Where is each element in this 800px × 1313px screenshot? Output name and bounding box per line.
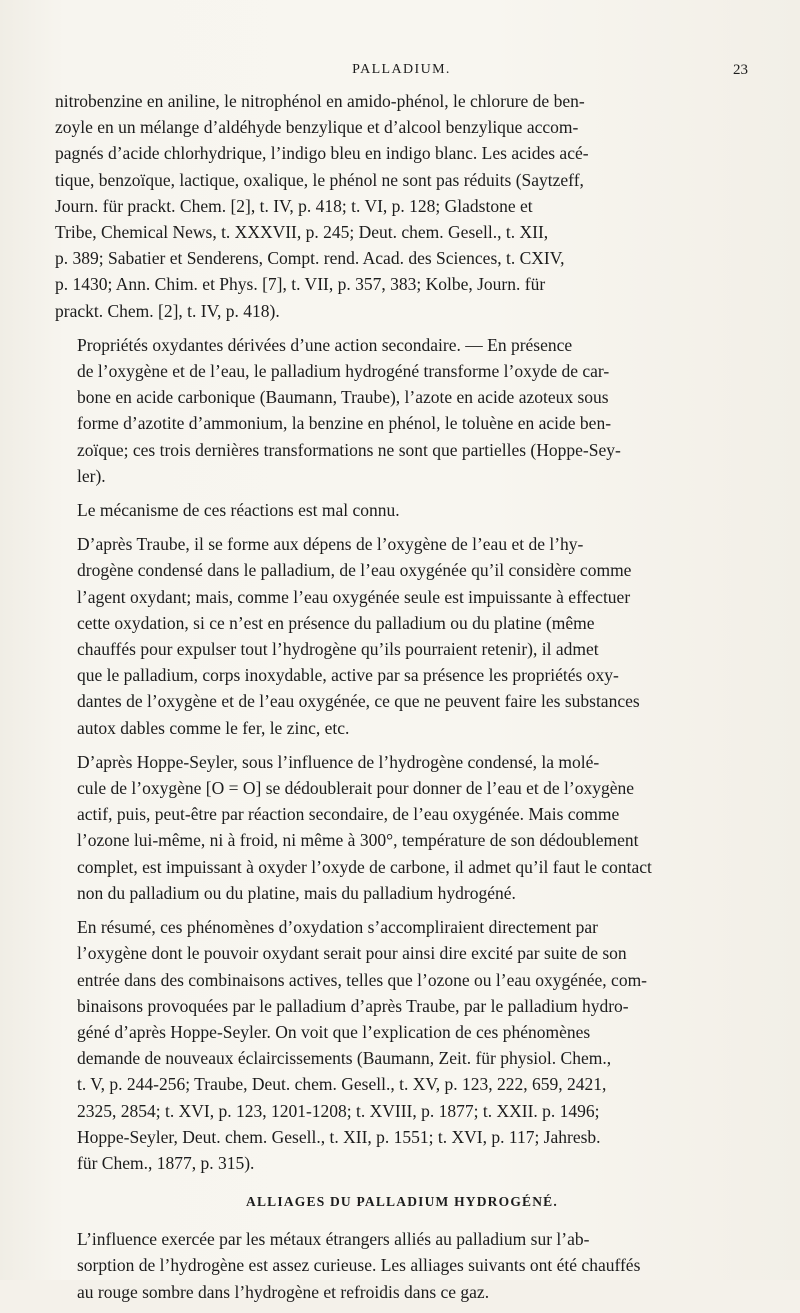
paragraph-4-line-4: cette oxydation, si ce n’est en présence du palladium ou du platine (même	[77, 612, 595, 633]
paragraph-1-line-7: p. 389; Sabatier et Senderens, Compt. rend. Acad. des Sciences, t. CXIV,	[55, 248, 565, 269]
section-paragraph-line-3: au rouge sombre dans l’hydrogène et refroidis dans ce gaz.	[77, 1281, 490, 1302]
paragraph-4-line-5: chauffés pour expulser tout l’hydrogène qu’ils pourraient retenir), il admet	[77, 639, 599, 660]
paragraph-5	[55, 749, 749, 906]
paragraph-6-line-9: Hoppe-Seyler, Deut. chem. Gesell., t. XII, p. 1551; t. XVI, p. 117; Jahresb.	[77, 1126, 601, 1147]
paragraph-5-line-6: non du palladium ou du platine, mais du palladium hydrogéné.	[77, 882, 516, 903]
paragraph-6-line-1: En résumé, ces phénomènes d’oxydation s’accompliraient directement par	[77, 917, 598, 938]
paragraph-6-line-10: für Chem., 1877, p. 315).	[77, 1152, 255, 1173]
paragraph-2-line-3: bone en acide carbonique (Baumann, Traube), l’azote en acide azoteux sous	[77, 387, 609, 408]
paragraph-1-line-9: prackt. Chem. [2], t. IV, p. 418).	[55, 300, 280, 321]
paragraph-6-line-7: t. V, p. 244-256; Traube, Deut. chem. Gesell., t. XV, p. 123, 222, 659, 2421,	[77, 1074, 607, 1095]
paragraph-6-line-4: binaisons provoquées par le palladium d’après Traube, par le palladium hydro-	[77, 995, 629, 1016]
paragraph-6	[55, 914, 749, 1176]
paragraph-4-line-8: autox dables comme le fer, le zinc, etc.	[77, 717, 350, 738]
paragraph-6-line-6: demande de nouveaux éclaircissements (Baumann, Zeit. für physiol. Chem.,	[77, 1048, 612, 1069]
paragraph-2-line-1: Propriétés oxydantes dérivées d’une action secondaire. — En présence	[77, 334, 573, 355]
paragraph-1	[55, 88, 749, 324]
paragraph-1-line-5: Journ. für prackt. Chem. [2], t. IV, p. 418; t. VI, p. 128; Gladstone et	[55, 195, 533, 216]
paragraph-4-line-2: drogène condensé dans le palladium, de l’eau oxygénée qu’il considère comme	[77, 560, 632, 581]
page-number: 23	[733, 62, 748, 78]
paragraph-5-line-1: D’après Hoppe-Seyler, sous l’influence de l’hydrogène condensé, la molé-	[77, 751, 600, 772]
paragraph-2-line-2: de l’oxygène et de l’eau, le palladium hydrogéné transforme l’oxyde de car-	[77, 361, 610, 382]
paragraph-4-line-7: dantes de l’oxygène et de l’eau oxygénée, ce que ne peuvent faire les substances	[77, 691, 640, 712]
paragraph-6-line-3: entrée dans des combinaisons actives, telles que l’ozone ou l’eau oxygénée, com-	[77, 969, 648, 990]
paragraph-6-line-2: l’oxygène dont le pouvoir oxydant serait pour ainsi dire excité par suite de son	[77, 943, 627, 964]
section-paragraph-line-2: sorption de l’hydrogène est assez curieuse. Les alliages suivants ont été chauffés	[77, 1255, 641, 1276]
paragraph-5-line-3: actif, puis, peut-être par réaction secondaire, de l’eau oxygénée. Mais comme	[77, 804, 620, 825]
paragraph-3-line-1: Le mécanisme de ces réactions est mal connu.	[77, 500, 400, 521]
section-paragraph	[55, 1226, 749, 1305]
paragraph-1-line-4: tique, benzoïque, lactique, oxalique, le phénol ne sont pas réduits (Saytzeff,	[55, 169, 584, 190]
running-title: PALLADIUM.	[352, 62, 451, 77]
paragraph-1-line-2: zoyle en un mélange d’aldéhyde benzylique et d’alcool benzylique accom-	[55, 117, 579, 138]
paragraph-1-line-8: p. 1430; Ann. Chim. et Phys. [7], t. VII, p. 357, 383; Kolbe, Journ. für	[55, 274, 546, 295]
section-heading: ALLIAGES DU PALLADIUM HYDROGÉNÉ.	[246, 1194, 558, 1210]
paragraph-5-line-2: cule de l’oxygène [O = O] se dédoublerait pour donner de l’eau et de l’oxygène	[77, 778, 635, 799]
paragraph-2-line-4: forme d’azotite d’ammonium, la benzine en phénol, le toluène en acide ben-	[77, 413, 612, 434]
page-header	[55, 62, 748, 84]
paragraph-2	[55, 332, 749, 489]
paragraph-3	[55, 497, 749, 523]
document-body	[55, 88, 749, 1313]
paragraph-4	[55, 531, 749, 741]
paragraph-5-line-4: l’ozone lui-même, ni à froid, ni même à 300°, température de son dédoublement	[77, 830, 639, 851]
paragraph-1-line-3: pagnés d’acide chlorhydrique, l’indigo bleu en indigo blanc. Les acides acé-	[55, 143, 589, 164]
paragraph-6-line-8: 2325, 2854; t. XVI, p. 123, 1201-1208; t. XVIII, p. 1877; t. XXII. p. 1496;	[77, 1100, 600, 1121]
paragraph-2-line-5: zoïque; ces trois dernières transformations ne sont que partielles (Hoppe-Sey-	[77, 439, 621, 460]
paragraph-1-line-6: Tribe, Chemical News, t. XXXVII, p. 245; Deut. chem. Gesell., t. XII,	[55, 222, 549, 243]
paragraph-4-line-1: D’après Traube, il se forme aux dépens de l’oxygène de l’eau et de l’hy-	[77, 534, 584, 555]
section-paragraph-line-1: L’influence exercée par les métaux étrangers alliés au palladium sur l’ab-	[77, 1229, 590, 1250]
paragraph-2-line-6: ler).	[77, 465, 106, 486]
paragraph-4-line-3: l’agent oxydant; mais, comme l’eau oxygénée seule est impuissante à effectuer	[77, 586, 631, 607]
paragraph-5-line-5: complet, est impuissant à oxyder l’oxyde de carbone, il admet qu’il faut le contact	[77, 856, 652, 877]
paragraph-6-line-5: géné d’après Hoppe-Seyler. On voit que l’explication de ces phénomènes	[77, 1021, 591, 1042]
paragraph-4-line-6: que le palladium, corps inoxydable, active par sa présence les propriétés oxy-	[77, 665, 619, 686]
paragraph-1-line-1: nitrobenzine en aniline, le nitrophénol en amido-phénol, le chlorure de ben-	[55, 91, 585, 111]
